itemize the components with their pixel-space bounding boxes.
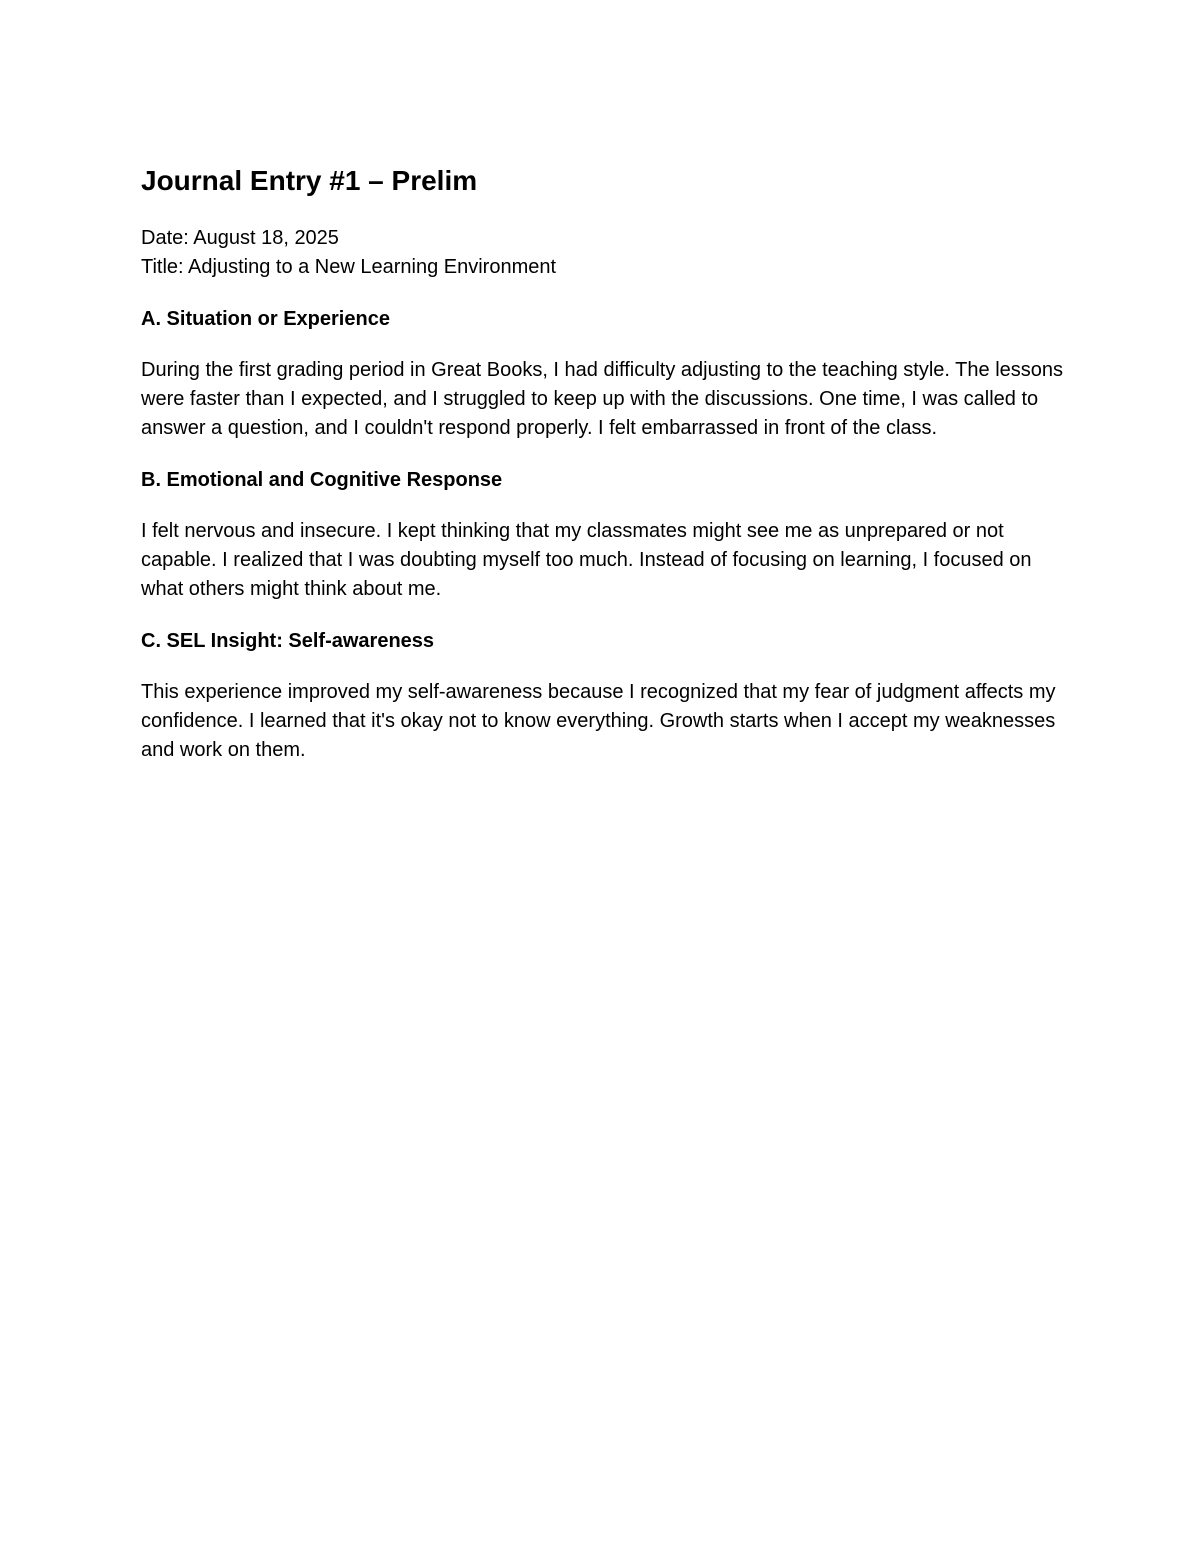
section-body: I felt nervous and insecure. I kept thinking that my classmates might see me as unprepared or not capable. I realized that I was doubting myself too much. Instead of focusing on learning, I focused on what others might think about me. <box>141 520 1032 600</box>
document-page <box>141 160 1071 765</box>
document-meta <box>141 224 1071 282</box>
section-a <box>141 304 1071 443</box>
section-heading: B. Emotional and Cognitive Response <box>141 469 503 491</box>
section-b <box>141 465 1071 604</box>
section-c <box>141 626 1071 765</box>
section-body: This experience improved my self-awareness because I recognized that my fear of judgment affects my confidence. I learned that it's okay not to know everything. Growth starts when I accept my weaknesses and work on them. <box>141 681 1056 761</box>
section-heading: C. SEL Insight: Self-awareness <box>141 630 435 652</box>
section-body: During the first grading period in Great Books, I had difficulty adjusting to the teaching style. The lessons were faster than I expected, and I struggled to keep up with the discussions. One time, I was called to answer a question, and I couldn't respond properly. I felt embarrassed in front of the class. <box>141 359 1064 439</box>
date-line: Date: August 18, 2025 <box>141 227 339 249</box>
title-line: Title: Adjusting to a New Learning Environment <box>141 256 557 278</box>
section-heading: A. Situation or Experience <box>141 308 390 330</box>
document-title: Journal Entry #1 – Prelim <box>141 165 478 196</box>
